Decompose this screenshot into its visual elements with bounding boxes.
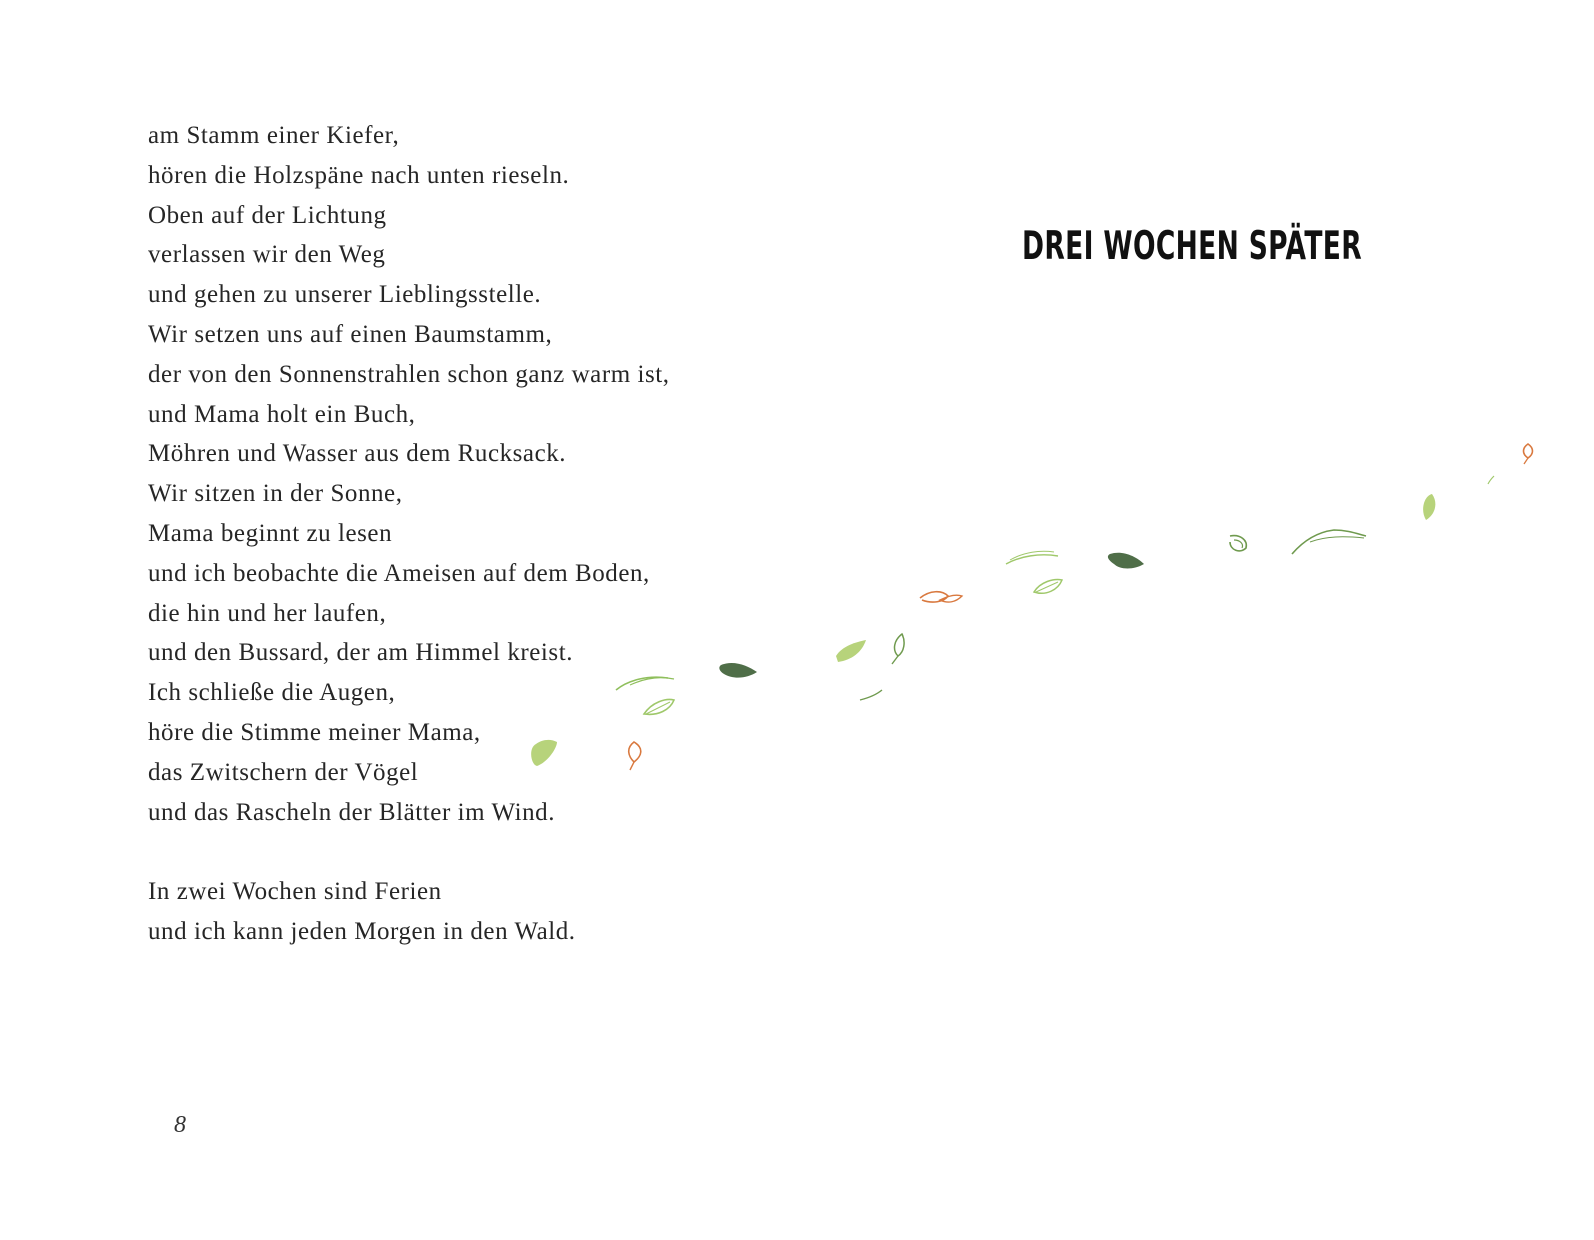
page-number: 8 xyxy=(174,1112,186,1138)
wind-stroke-icon xyxy=(1292,530,1366,554)
poem-line: am Stamm einer Kiefer, xyxy=(148,122,400,149)
leaf-icon xyxy=(1108,553,1144,569)
poem-line: Mama beginnt zu lesen xyxy=(148,519,393,547)
leaf-outline-icon xyxy=(920,592,962,602)
poem-line: höre die Stimme meiner Mama, xyxy=(148,718,481,746)
poem-line: die hin und her laufen, xyxy=(148,599,387,627)
leaf-outline-icon xyxy=(1034,580,1062,594)
leaf-icon xyxy=(531,740,557,766)
chapter-title: DREI WOCHEN SPÄTER xyxy=(1022,224,1362,269)
poem-line: und das Rascheln der Blätter im Wind. xyxy=(148,798,555,826)
poem-line: und den Bussard, der am Himmel kreist. xyxy=(148,639,573,667)
poem-line: Oben auf der Lichtung xyxy=(148,201,387,229)
poem-line: hören die Holzspäne nach unten rieseln. xyxy=(148,161,570,189)
poem-line: das Zwitschern der Vögel xyxy=(148,758,419,786)
leaf-icon xyxy=(836,640,866,662)
wind-stroke-icon xyxy=(1006,551,1058,564)
leaf-icon xyxy=(1423,494,1435,520)
leaf-outline-icon xyxy=(892,634,904,664)
closing-line: und ich kann jeden Morgen in den Wald. xyxy=(148,917,576,945)
poem-line: verlassen wir den Weg xyxy=(148,241,386,269)
wind-stroke-icon xyxy=(860,690,882,700)
poem-line: und gehen zu unserer Lieblingsstelle. xyxy=(148,281,542,309)
poem-line: Wir sitzen in der Sonne, xyxy=(148,480,403,508)
wind-stroke-icon xyxy=(616,677,674,690)
poem-line: und Mama holt ein Buch, xyxy=(148,400,416,428)
leaf-icon xyxy=(719,663,757,678)
poem-line: der von den Sonnenstrahlen schon ganz warm ist, xyxy=(148,360,670,388)
leaf-outline-icon xyxy=(1524,444,1533,464)
poem-line: Wir setzen uns auf einen Baumstamm, xyxy=(148,320,553,348)
wind-stroke-icon xyxy=(1488,476,1494,484)
leaf-outline-icon xyxy=(629,742,641,770)
poem-line: Möhren und Wasser aus dem Rucksack. xyxy=(148,440,567,468)
poem-line: und ich beobachte die Ameisen auf dem Boden, xyxy=(148,559,650,587)
leaf-outline-icon xyxy=(644,700,674,715)
closing-line: In zwei Wochen sind Ferien xyxy=(148,878,442,906)
leaf-outline-icon xyxy=(1230,536,1246,551)
poem-line: Ich schließe die Augen, xyxy=(148,679,396,707)
